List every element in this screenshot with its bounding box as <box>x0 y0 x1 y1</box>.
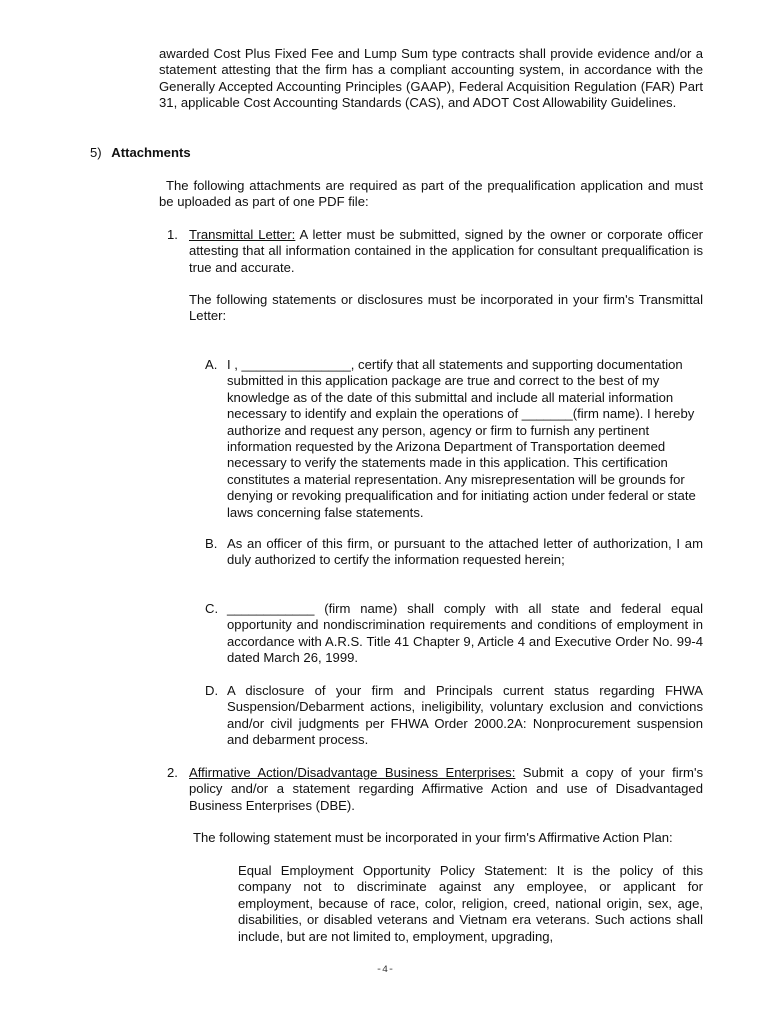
item-1-paragraph <box>189 227 703 276</box>
eeo-policy-statement: Equal Employment Opportunity Policy Statement: It is the policy of this company not to discriminate against any employee, or applicant for employment, because of race, color, religion, creed, national origin, sex, age, disabilities, or disabled veterans and Vietnam era veterans. Such actions shall include, but are not limited to, employment, upgrading, <box>238 863 703 944</box>
item-1-number: 1. <box>167 227 178 242</box>
page-number: -4- <box>375 965 394 976</box>
item-2-number: 2. <box>167 765 178 780</box>
subitem-a-text: I , _______________, certify that all statements and supporting documentation submitted in this application package are true and correct to the best of my knowledge as of the date of this submittal and include all material information necessary to identify and explain the operations of _______(firm name). I hereby authorize and request any person, agency or firm to furnish any pertinent information requested by the Arizona Department of Transportation deemed necessary to verify the statements made in this application. This certification constitutes a material representation. Any misrepresentation will be grounds for denying or revoking prequalification and for initiating action under federal or state laws concerning false statements. <box>227 357 696 520</box>
item-1-title: Transmittal Letter: <box>189 227 296 242</box>
item-2-followup: The following statement must be incorporated in your firm's Affirmative Action Plan: <box>193 830 673 845</box>
section-title: Attachments <box>111 145 191 160</box>
subitem-b-label: B. <box>205 536 218 551</box>
subitem-c-label: C. <box>205 601 219 616</box>
item-2-title: Affirmative Action/Disadvantage Business Enterprises: <box>189 765 516 780</box>
subitem-d-label: D. <box>205 683 219 698</box>
item-1-text: A letter must be submitted, signed by the owner or corporate officer attesting that all information contained in the application for consultant prequalification is true and accurate. <box>189 227 703 275</box>
subitem-b-text: As an officer of this firm, or pursuant to the attached letter of authorization, I am duly authorized to certify the information requested herein; <box>227 536 703 568</box>
section-intro: The following attachments are required as part of the prequalification application and must be uploaded as part of one PDF file: <box>159 178 703 210</box>
subitem-c-text: ____________ (firm name) shall comply with all state and federal equal opportunity and nondiscrimination requirements and conditions of employment in accordance with A.R.S. Title 41 Chapter 9, Article 4 and Executive Order No. 99-4 dated March 26, 1999. <box>227 601 703 666</box>
section-heading <box>90 145 191 161</box>
item-2-paragraph <box>189 765 703 814</box>
intro-paragraph: awarded Cost Plus Fixed Fee and Lump Sum type contracts shall provide evidence and/or a statement attesting that the firm has a compliant accounting system, in accordance with the Generally Accepted Accounting Principles (GAAP), Federal Acquisition Regulation (FAR) Part 31, applicable Cost Accounting Standards (CAS), and ADOT Cost Allowability Guidelines. <box>159 46 703 111</box>
item-2-text: Submit a copy of your firm's policy and/or a statement regarding Affirmative Action and use of Disadvantaged Business Enterprises (DBE). <box>189 765 704 813</box>
subitem-d-text: A disclosure of your firm and Principals current status regarding FHWA Suspension/Debarment actions, ineligibility, voluntary exclusion and convictions and/or civil judgments per FHWA Order 2000.2A: Nonprocurement suspension and debarment process. <box>227 683 703 748</box>
section-number: 5) <box>90 145 102 160</box>
subitem-a-label: A. <box>205 357 218 372</box>
item-1-followup: The following statements or disclosures must be incorporated in your firm's Transmittal Letter: <box>189 292 703 324</box>
